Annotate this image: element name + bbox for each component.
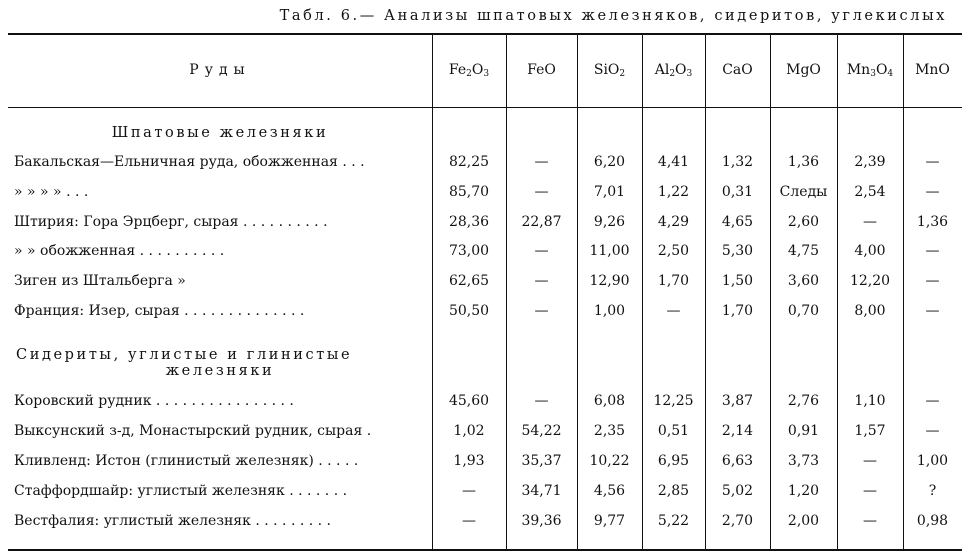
header-subscript: 4 <box>887 69 894 79</box>
header-symbol: Mn <box>846 62 871 78</box>
table-cell: 0,70 <box>787 303 820 319</box>
table-cell: 2,14 <box>721 423 754 439</box>
header-symbol: O <box>875 62 888 78</box>
table-cell: 1,36 <box>916 214 949 230</box>
table-cell: 2,39 <box>854 154 886 170</box>
header-rule <box>8 107 962 108</box>
header-symbol: Al <box>654 62 670 78</box>
table-cell: 6,63 <box>721 453 754 469</box>
table-title: Табл. 6.— Анализы шпатовых железняков, сидеритов, углекислых <box>279 8 947 24</box>
table-cell: 1,00 <box>593 303 626 319</box>
table-cell: 45,60 <box>448 393 490 409</box>
table-cell: 0,31 <box>721 184 754 200</box>
table-cell: 39,36 <box>521 513 562 529</box>
header-subscript: 2 <box>619 69 626 79</box>
table-cell: 4,29 <box>657 214 690 230</box>
table-cell: 2,60 <box>787 214 820 230</box>
table-cell: — <box>925 273 940 289</box>
column-divider <box>903 35 904 549</box>
table-cell: 1,50 <box>721 273 754 289</box>
table-cell: 62,65 <box>448 273 490 289</box>
table-cell: 34,71 <box>521 483 562 499</box>
top-rule <box>8 33 962 35</box>
bottom-rule <box>8 549 962 551</box>
table-cell: — <box>925 303 940 319</box>
table-cell: 3,60 <box>787 273 820 289</box>
table-cell: 2,00 <box>787 513 820 529</box>
table-cell: — <box>534 273 549 289</box>
table-cell: — <box>863 513 877 529</box>
table-cell: — <box>534 393 549 409</box>
column-divider <box>577 35 578 549</box>
table-cell: — <box>534 303 549 319</box>
row-label: Зиген из Штальберга » <box>14 273 186 289</box>
table-cell: 82,25 <box>448 154 490 170</box>
table-cell: 4,00 <box>854 243 886 259</box>
header-symbol: SiO <box>593 62 620 78</box>
table-cell: 1,32 <box>721 154 754 170</box>
column-divider <box>837 35 838 549</box>
table-cell: — <box>863 483 877 499</box>
table-cell: 9,77 <box>593 513 626 529</box>
table-cell: 6,08 <box>593 393 626 409</box>
row-label: Бакальская—Ельничная руда, обожженная . . . <box>14 154 365 170</box>
header-ores: Руды <box>189 62 251 78</box>
table-cell: 1,36 <box>787 154 820 170</box>
table-cell: — <box>925 184 940 200</box>
column-divider <box>506 35 507 549</box>
column-header <box>903 62 962 78</box>
table-cell: — <box>462 483 476 499</box>
row-label: » » обожженная . . . . . . . . . . <box>14 243 225 259</box>
table-cell: 35,37 <box>521 453 562 469</box>
header-symbol: O <box>675 62 687 78</box>
header-symbol: FeO <box>527 62 556 78</box>
section-title-siderites-line2: железняки <box>165 363 275 379</box>
column-header <box>705 62 770 78</box>
table-cell: 1,20 <box>787 483 820 499</box>
table-cell: 4,75 <box>787 243 820 259</box>
table-cell: 0,91 <box>787 423 820 439</box>
column-divider <box>705 35 706 549</box>
table-cell: — <box>863 453 877 469</box>
table-cell: — <box>925 243 940 259</box>
table-cell: — <box>925 423 940 439</box>
table-cell: 2,54 <box>854 184 886 200</box>
row-label: Франция: Изер, сырая . . . . . . . . . . . . . . <box>14 303 305 319</box>
table-cell: — <box>534 243 549 259</box>
table-cell: 2,35 <box>593 423 626 439</box>
column-header <box>837 62 903 79</box>
table-cell: 3,73 <box>787 453 820 469</box>
table-cell: 73,00 <box>448 243 490 259</box>
table-cell: — <box>925 154 940 170</box>
table-cell: 2,70 <box>721 513 754 529</box>
table-cell: 10,22 <box>589 453 630 469</box>
table-cell: — <box>863 214 877 230</box>
row-label: Выксунский з-д, Монастырский рудник, сырая . <box>14 423 372 439</box>
row-label: Кливленд: Истон (глинистый железняк) . . . . . <box>14 453 359 469</box>
table-cell: Следы <box>779 184 828 200</box>
table-cell: 3,87 <box>721 393 754 409</box>
table-cell: 0,51 <box>657 423 690 439</box>
header-symbol: Fe <box>448 62 467 78</box>
table-cell: 1,00 <box>916 453 949 469</box>
table-cell: 54,22 <box>521 423 562 439</box>
header-subscript: 2 <box>669 69 676 79</box>
table-cell: 2,85 <box>657 483 690 499</box>
table-cell: 4,65 <box>721 214 754 230</box>
row-label: » » » » . . . <box>14 184 89 200</box>
table-cell: — <box>534 184 549 200</box>
table-cell: 4,41 <box>657 154 690 170</box>
header-subscript: 2 <box>466 69 472 79</box>
table-cell: 0,98 <box>916 513 949 529</box>
header-symbol: MgO <box>786 62 821 78</box>
table-cell: 85,70 <box>448 184 490 200</box>
row-label: Вестфалия: углистый железняк . . . . . . . . . <box>14 513 331 529</box>
table-cell: 5,22 <box>657 513 690 529</box>
table-cell: 4,56 <box>593 483 626 499</box>
section-title-spathic: Шпатовые железняки <box>111 125 329 141</box>
header-subscript: 3 <box>870 69 876 79</box>
column-header <box>642 62 705 79</box>
table-cell: — <box>666 303 681 319</box>
table-cell: — <box>462 513 476 529</box>
table-cell: 28,36 <box>448 214 490 230</box>
row-label: Коровский рудник . . . . . . . . . . . . . . . . <box>14 393 294 409</box>
column-header <box>506 62 577 78</box>
table-cell: 12,90 <box>589 273 630 289</box>
table-cell: 5,02 <box>721 483 754 499</box>
table-cell: 1,57 <box>854 423 886 439</box>
table-cell: 11,00 <box>589 243 630 259</box>
table-cell: 7,01 <box>593 184 626 200</box>
table-cell: 1,02 <box>453 423 485 439</box>
header-symbol: CaO <box>722 62 753 78</box>
header-subscript: 3 <box>483 69 490 79</box>
table-cell: 2,50 <box>657 243 690 259</box>
row-label: Штирия: Гора Эрцберг, сырая . . . . . . . . . . <box>14 214 328 230</box>
table-cell: 50,50 <box>448 303 490 319</box>
column-header <box>770 62 837 78</box>
column-divider <box>642 35 643 549</box>
table-cell: 1,70 <box>721 303 754 319</box>
table-cell: — <box>534 154 549 170</box>
table-cell: 6,95 <box>657 453 690 469</box>
table-cell: 9,26 <box>593 214 626 230</box>
table-cell: ? <box>928 483 937 499</box>
column-header <box>577 62 642 79</box>
table-cell: 1,93 <box>453 453 485 469</box>
table-cell: 12,25 <box>653 393 694 409</box>
column-divider <box>770 35 771 549</box>
table-cell: 12,20 <box>849 273 891 289</box>
table-cell: 5,30 <box>721 243 754 259</box>
row-label: Стаффордшайр: углистый железняк . . . . . . . <box>14 483 348 499</box>
table-cell: 2,76 <box>787 393 820 409</box>
table-cell: — <box>925 393 940 409</box>
column-divider <box>432 35 433 549</box>
table-cell: 22,87 <box>521 214 562 230</box>
header-symbol: MnO <box>915 62 950 78</box>
header-symbol: O <box>471 62 484 78</box>
table-cell: 1,10 <box>854 393 886 409</box>
column-header <box>432 62 506 79</box>
table-cell: 6,20 <box>593 154 626 170</box>
table-cell: 1,22 <box>657 184 690 200</box>
table-cell: 1,70 <box>657 273 690 289</box>
section-title-siderites-line1: Сидериты, углистые и глинистые <box>16 347 353 363</box>
table-cell: 8,00 <box>854 303 886 319</box>
header-subscript: 3 <box>686 69 693 79</box>
